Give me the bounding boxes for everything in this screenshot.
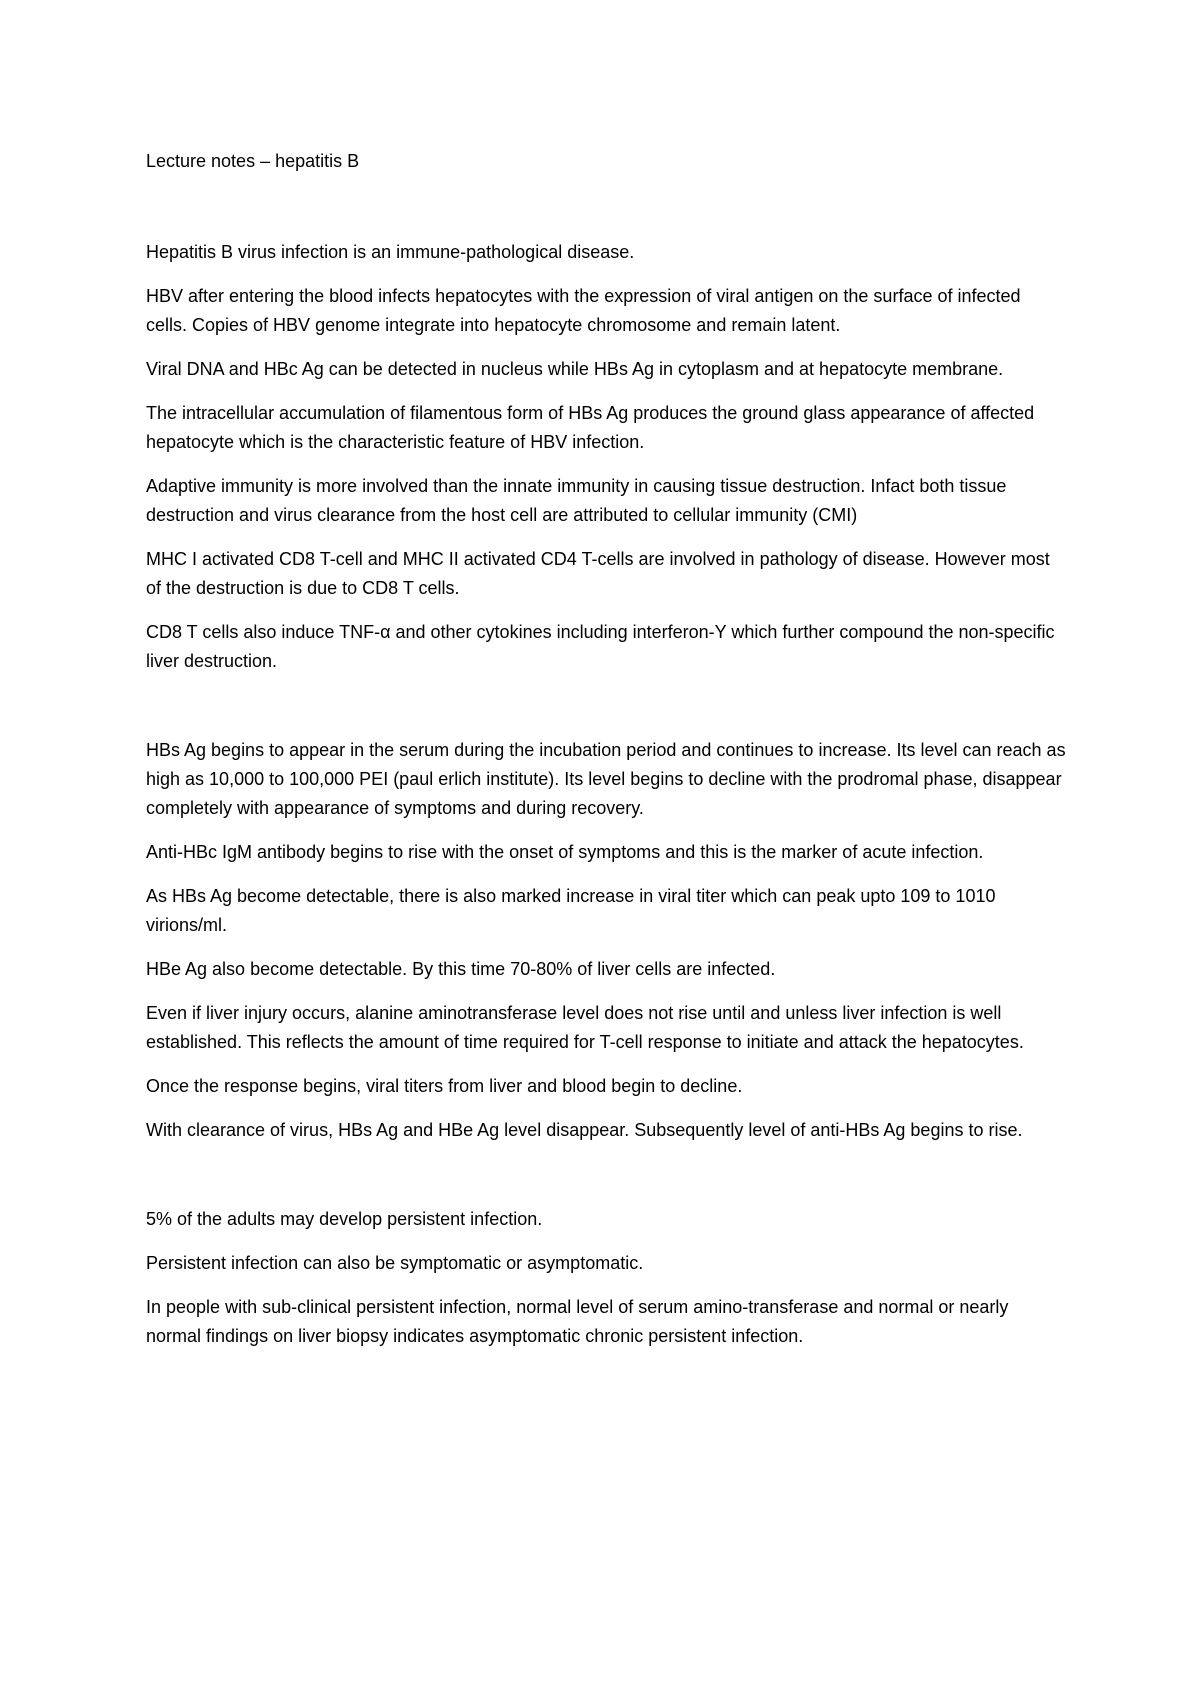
section-pathogenesis: [146, 238, 1066, 676]
document-title: Lecture notes – hepatitis B: [146, 151, 360, 171]
section-serology: [146, 736, 1066, 1145]
paragraph: 5% of the adults may develop persistent infection.: [146, 1209, 543, 1229]
paragraph: Even if liver injury occurs, alanine aminotransferase level does not rise until and unless liver infection is well established. This reflects the amount of time required for T-cell response to initiate and attack the hepatocytes.: [146, 1003, 1024, 1052]
section-persistent-infection: [146, 1205, 1066, 1351]
paragraph: Once the response begins, viral titers from liver and blood begin to decline.: [146, 1076, 743, 1096]
paragraph: HBs Ag begins to appear in the serum during the incubation period and continues to increase. Its level can reach as high as 10,000 to 100,000 PEI (paul erlich institute). Its level begins to decline with the prodromal phase, disappear completely with appearance of symptoms and during recovery.: [146, 740, 1066, 818]
paragraph: With clearance of virus, HBs Ag and HBe Ag level disappear. Subsequently level of anti-HBs Ag begins to rise.: [146, 1120, 1023, 1140]
paragraph: HBV after entering the blood infects hepatocytes with the expression of viral antigen on the surface of infected cells. Copies of HBV genome integrate into hepatocyte chromosome and remain latent.: [146, 286, 1021, 335]
paragraph: Adaptive immunity is more involved than the innate immunity in causing tissue destruction. Infact both tissue destruction and virus clearance from the host cell are attributed to cellular immunity (CMI): [146, 476, 1007, 525]
paragraph: Hepatitis B virus infection is an immune-pathological disease.: [146, 242, 635, 262]
section-spacer: [146, 1160, 1066, 1205]
paragraph: Viral DNA and HBc Ag can be detected in nucleus while HBs Ag in cytoplasm and at hepatocyte membrane.: [146, 359, 1004, 379]
paragraph: As HBs Ag become detectable, there is also marked increase in viral titer which can peak upto 109 to 1010 virions/ml.: [146, 886, 996, 935]
paragraph: In people with sub-clinical persistent infection, normal level of serum amino-transferase and normal or nearly normal findings on liver biopsy indicates asymptomatic chronic persistent infection.: [146, 1297, 1009, 1346]
paragraph: HBe Ag also become detectable. By this time 70-80% of liver cells are infected.: [146, 959, 776, 979]
paragraph: MHC I activated CD8 T-cell and MHC II activated CD4 T-cells are involved in pathology of disease. However most of the destruction is due to CD8 T cells.: [146, 549, 1050, 598]
paragraph: The intracellular accumulation of filamentous form of HBs Ag produces the ground glass appearance of affected hepatocyte which is the characteristic feature of HBV infection.: [146, 403, 1035, 452]
paragraph: CD8 T cells also induce TNF-α and other cytokines including interferon-Y which further compound the non-specific liver destruction.: [146, 622, 1055, 671]
document-body: [146, 147, 1066, 1366]
paragraph: Anti-HBc IgM antibody begins to rise with the onset of symptoms and this is the marker of acute infection.: [146, 842, 984, 862]
section-spacer: [146, 691, 1066, 736]
paragraph: Persistent infection can also be symptomatic or asymptomatic.: [146, 1253, 644, 1273]
